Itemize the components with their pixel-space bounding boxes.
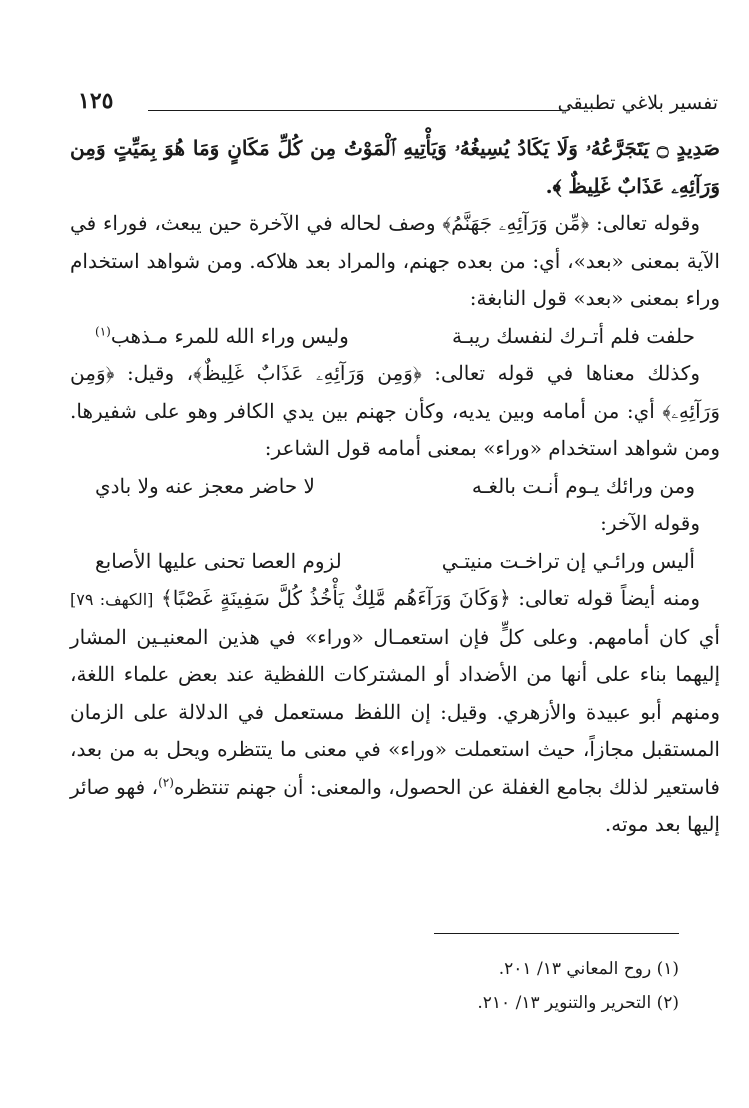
page-header <box>78 88 718 122</box>
surah-reference: [الكهف: ٧٩] <box>70 590 154 609</box>
verse-2-first-hemistich: ومن ورائك يـوم أنـت بالغـه <box>471 473 695 498</box>
quran-verse-line: صَدِيدٍ ۝ يَتَجَرَّعُهُۥ وَلَا يَكَادُ يُسِيغُهُۥ وَيَأْتِيهِ ٱلْمَوْتُ مِن كُلِّ مَكَانٍ وَمَا هُوَ بِمَيِّتٍ وَمِن وَرَآئِهِۦ عَذَابٌ غَلِيظٌ ﴾. <box>70 136 721 198</box>
paragraph-4-start: ومنه أيضاً قوله تعالى: ﴿وَكَانَ وَرَآءَهُم مَّلِكٌ يَأْخُذُ كُلَّ سَفِينَةٍ غَصْبًا﴾ <box>160 586 701 610</box>
verse-1-first-hemistich: حلفت فلم أتـرك لنفسك ريبـة <box>452 323 695 348</box>
verse-1-second-hemistich <box>95 318 349 356</box>
header-rule <box>148 110 568 111</box>
footnote-marker-1: (١) <box>95 323 111 338</box>
paragraph-3: وقوله الآخر: <box>600 511 700 535</box>
poetry-verse-3 <box>95 543 695 581</box>
footnote-separator <box>434 933 679 934</box>
running-title: تفسير بلاغي تطبيقي <box>557 92 718 114</box>
paragraph-4 <box>70 580 720 844</box>
main-text <box>70 130 720 844</box>
page-number: ١٢٥ <box>78 88 114 114</box>
verse-3-first-hemistich: أليس ورائـي إن تراخـت منيتـي <box>441 548 695 573</box>
footnote-1: (١) روح المعاني ١٣/ ٢٠١. <box>498 959 679 979</box>
footnotes <box>29 952 679 1020</box>
paragraph-4-body: أي كان أمامهم. وعلى كلٍّ فإن استعمـال «وراء» في هذين المعنيـين المشار إليهما بناء على أنها من الأضداد أو المشتركات اللفظية عند بعض علماء اللغة، ومنهم أبو عبيدة والأزهري. وقيل: إن اللفظ مستعمل في الدلالة على الزمان المستقبل مجازاً، حيث استعملت «وراء» في معنى ما يتتظره ويحل به من بعد، فاستعير لذلك بجامع الغفلة عن الحصول، والمعنى: أن جهنم تنتظره <box>70 624 720 799</box>
footnote-marker-2: (٢) <box>158 774 174 789</box>
paragraph-2: وكذلك معناها في قوله تعالى: ﴿وَمِن وَرَآئِهِۦ عَذَابٌ غَلِيظٌ﴾، وقيل: ﴿وَمِن وَرَآئِهِۦ﴾ أي: من أمامه وبين يديه، وكأن جهنم بين يدي الكافر وهو على شفيرها. ومن شواهد استخدام «وراء» بمعنى أمامه قول الشاعر: <box>70 361 720 460</box>
footnote-2: (٢) التحرير والتنوير ١٣/ ٢١٠. <box>477 993 679 1013</box>
verse-3-second-hemistich: لزوم العصا تحنى عليها الأصابع <box>95 548 342 573</box>
verse-1-second-text: وليس وراء الله للمرء مـذهب <box>110 323 349 348</box>
paragraph-4-end: ، فهو صائر إليها بعد موته. <box>70 774 720 836</box>
verse-2-second-hemistich: لا حاضر معجز عنه ولا بادي <box>95 473 315 498</box>
poetry-verse-2 <box>95 468 695 506</box>
paragraph-1: وقوله تعالى: ﴿مِّن وَرَآئِهِۦ جَهَنَّمُ﴾ وصف لحاله في الآخرة حين يبعث، فوراء في الآية بمعنى «بعد»، أي: من بعده جهنم، والمراد بعد هلاكه. ومن شواهد استخدام وراء بمعنى «بعد» قول النابغة: <box>70 211 720 310</box>
poetry-verse-1 <box>95 318 695 356</box>
